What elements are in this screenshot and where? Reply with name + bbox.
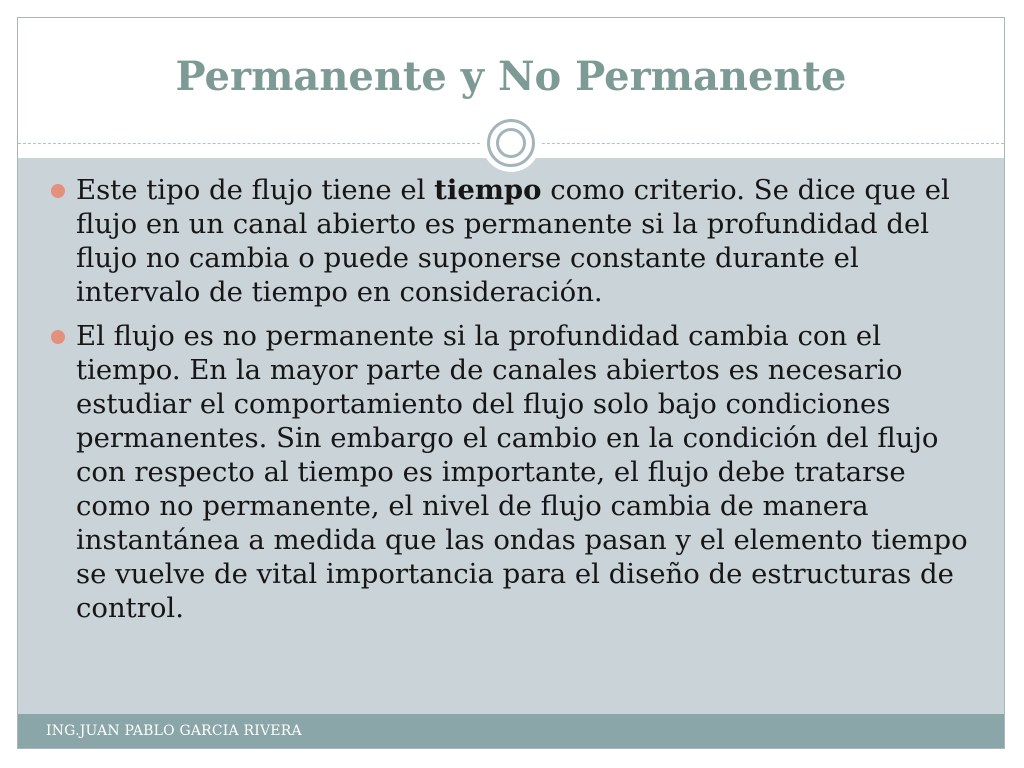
slide-title: Permanente y No Permanente [175,53,847,100]
bullet-text-2: El flujo es no permanente si la profundidad cambia con el tiempo. En la mayor parte de canales abiertos es necesario estudiar el comportamiento del flujo solo bajo condiciones permanentes. Sin embargo el cambio en la condición del flujo con respecto al tiempo es importante, el flujo debe tratarse como no permanente, el nivel de flujo cambia de manera instantánea a medida que las ondas pasan y el elemento tiempo se vuelve de vital importancia para el diseño de estructuras de control. [76,320,968,624]
footer-author: ING.JUAN PABLO GARCIA RIVERA [46,723,302,739]
bullet-item-1 [51,173,981,309]
bullet-1-after: como criterio. Se dice que el flujo en un canal abierto es permanente si la profundidad del flujo no cambia o puede suponerse constante durante el intervalo de tiempo en consideración. [76,174,950,308]
outer-ring-icon [487,119,535,167]
bullet-icon [51,330,65,344]
bullet-text-1 [76,174,950,308]
bullet-1-before: Este tipo de flujo tiene el [76,174,435,206]
slide-frame [17,17,1005,749]
bullet-icon [51,184,65,198]
bullet-list [51,173,981,635]
inner-ring-icon [496,128,526,158]
bullet-item-2 [51,319,981,625]
double-ring-ornament-icon [482,114,540,172]
bullet-1-emphasis: tiempo [434,174,542,206]
footer-band [18,714,1004,748]
